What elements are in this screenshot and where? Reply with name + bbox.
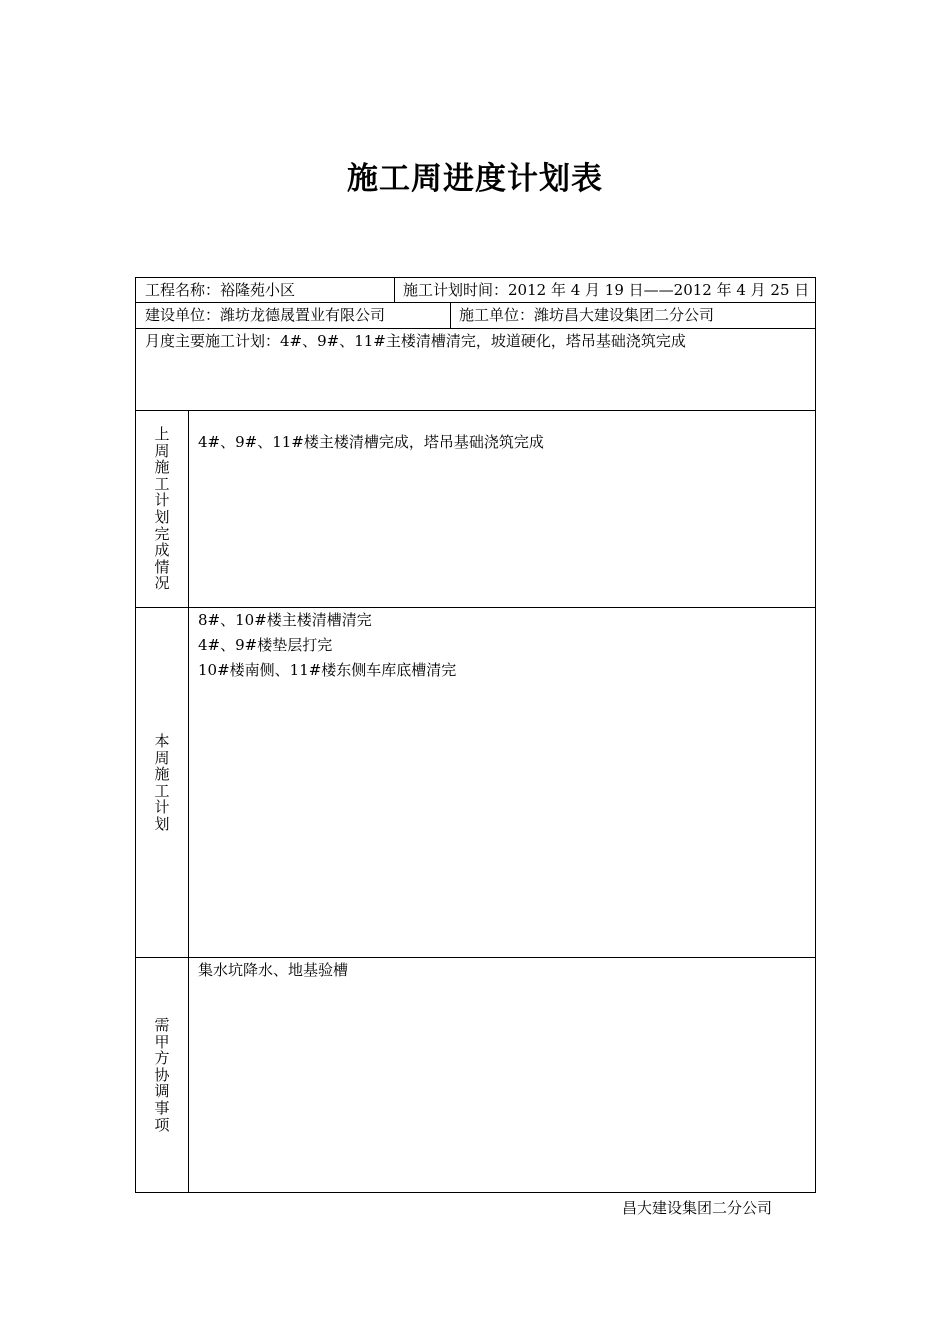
list-item: 集水坑降水、地基验槽 xyxy=(198,961,349,979)
construction-unit: 施工单位：潍坊昌大建设集团二分公司 xyxy=(459,306,715,324)
owner-unit: 建设单位：潍坊龙德晟置业有限公司 xyxy=(145,306,386,324)
list-item: 10#楼南侧、11#楼东侧车库底槽清完 xyxy=(198,661,457,679)
list-item: 4#、9#、11#楼主楼清槽完成，塔吊基础浇筑完成 xyxy=(198,433,544,451)
list-item: 8#、10#楼主楼清槽清完 xyxy=(198,611,372,629)
this-week-plan-text xyxy=(198,608,456,683)
owner-coordination-label: 需 甲 方 协 调 事 项 xyxy=(154,1016,170,1134)
column-divider xyxy=(394,277,395,303)
row-divider xyxy=(135,410,816,411)
footer-company: 昌大建设集团二分公司 xyxy=(622,1199,773,1217)
last-week-completion-label: 上 周 施 工 计 划 完 成 情 况 xyxy=(154,425,170,593)
list-item: 4#、9#楼垫层打完 xyxy=(198,636,333,654)
plan-time: 施工计划时间：2012 年 4 月 19 日——2012 年 4 月 25 日 xyxy=(403,281,810,299)
this-week-plan-label: 本 周 施 工 计 划 xyxy=(154,732,170,833)
schedule-table xyxy=(135,277,816,1193)
last-week-completion-text xyxy=(198,430,544,455)
monthly-plan: 月度主要施工计划：4#、9#、11#主楼清槽清完，坡道硬化，塔吊基础浇筑完成 xyxy=(145,332,686,350)
page-title: 施工周进度计划表 xyxy=(347,161,603,197)
row-divider xyxy=(135,302,816,303)
owner-coordination-text xyxy=(198,958,348,983)
project-name: 工程名称：裕隆苑小区 xyxy=(145,281,296,299)
column-divider xyxy=(450,302,451,329)
column-divider xyxy=(188,410,189,1193)
row-divider xyxy=(135,328,816,329)
